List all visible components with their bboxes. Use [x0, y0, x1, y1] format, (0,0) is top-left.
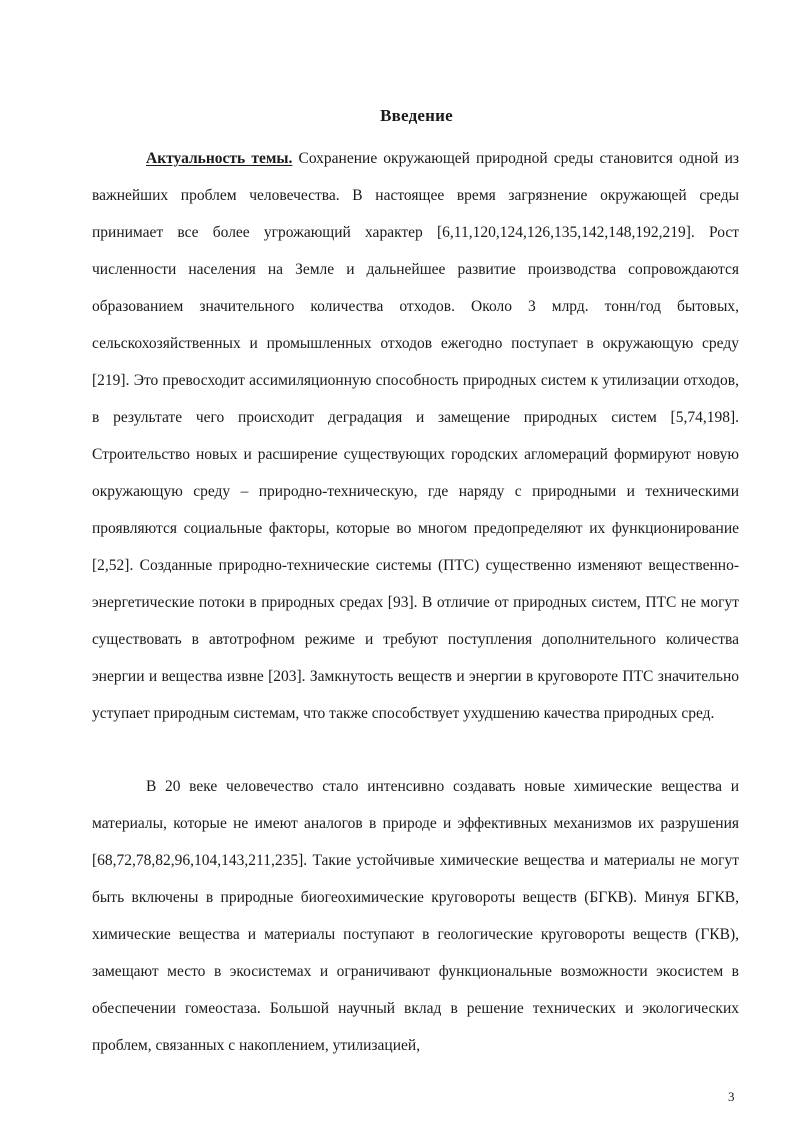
paragraph-text: Сохранение окружающей природной среды становится одной из важнейших проблем человечества. В настоящее время загрязнение окружающей среды принимает все более угрожающий характер [6,11,120,124,126,135,142,148,192,219]. Рост численности населения на Земле и дальнейшее развитие производства сопровождаются образованием значительного количества отходов. Около 3 млрд. тонн/год бытовых, сельскохозяйственных и промышленных отходов ежегодно поступает в окружающую среду [219]. Это превосходит ассимиляционную способность природных систем к утилизации отходов, в результате чего происходит деградация и замещение природных систем [5,74,198]. Строительство новых и расширение существующих городских агломераций формируют новую окружающую среду – природно-техническую, где наряду с природными и техническими проявляются социальные факторы, которые во многом предопределяют их функционирование [2,52]. Созданные природно-технические системы (ПТС) существенно изменяют вещественно-энергетические потоки в природных средах [93]. В отличие от природных систем, ПТС не могут существовать в автотрофном режиме и требуют поступления дополнительного количества энергии и вещества извне [203]. Замкнутость веществ и энергии в круговороте ПТС значительно уступает природным системам, что также способствует ухудшению качества природных сред. [92, 150, 740, 722]
page-number: 3 [728, 1089, 735, 1104]
paragraph-chemicals [92, 768, 739, 1064]
section-heading: Введение [380, 106, 453, 125]
paragraph-relevance [92, 140, 739, 732]
paragraph-text: В 20 веке человечество стало интенсивно создавать новые химические вещества и материалы, которые не имеют аналогов в природе и эффективных механизмов их разрушения [68,72,78,82,96,104,143,211,235]. Такие устойчивые химические вещества и материалы не могут быть включены в природные биогеохимические круговороты веществ (БГКВ). Минуя БГКВ, химические вещества и материалы поступают в геологические круговороты веществ (ГКВ), замещают место в экосистемах и ограничивают функциональные возможности экосистем в обеспечении гомеостаза. Большой научный вклад в решение технических и экологических проблем, связанных с накоплением, утилизацией, [92, 778, 739, 1054]
paragraph-lead: Актуальность темы. [146, 150, 293, 167]
